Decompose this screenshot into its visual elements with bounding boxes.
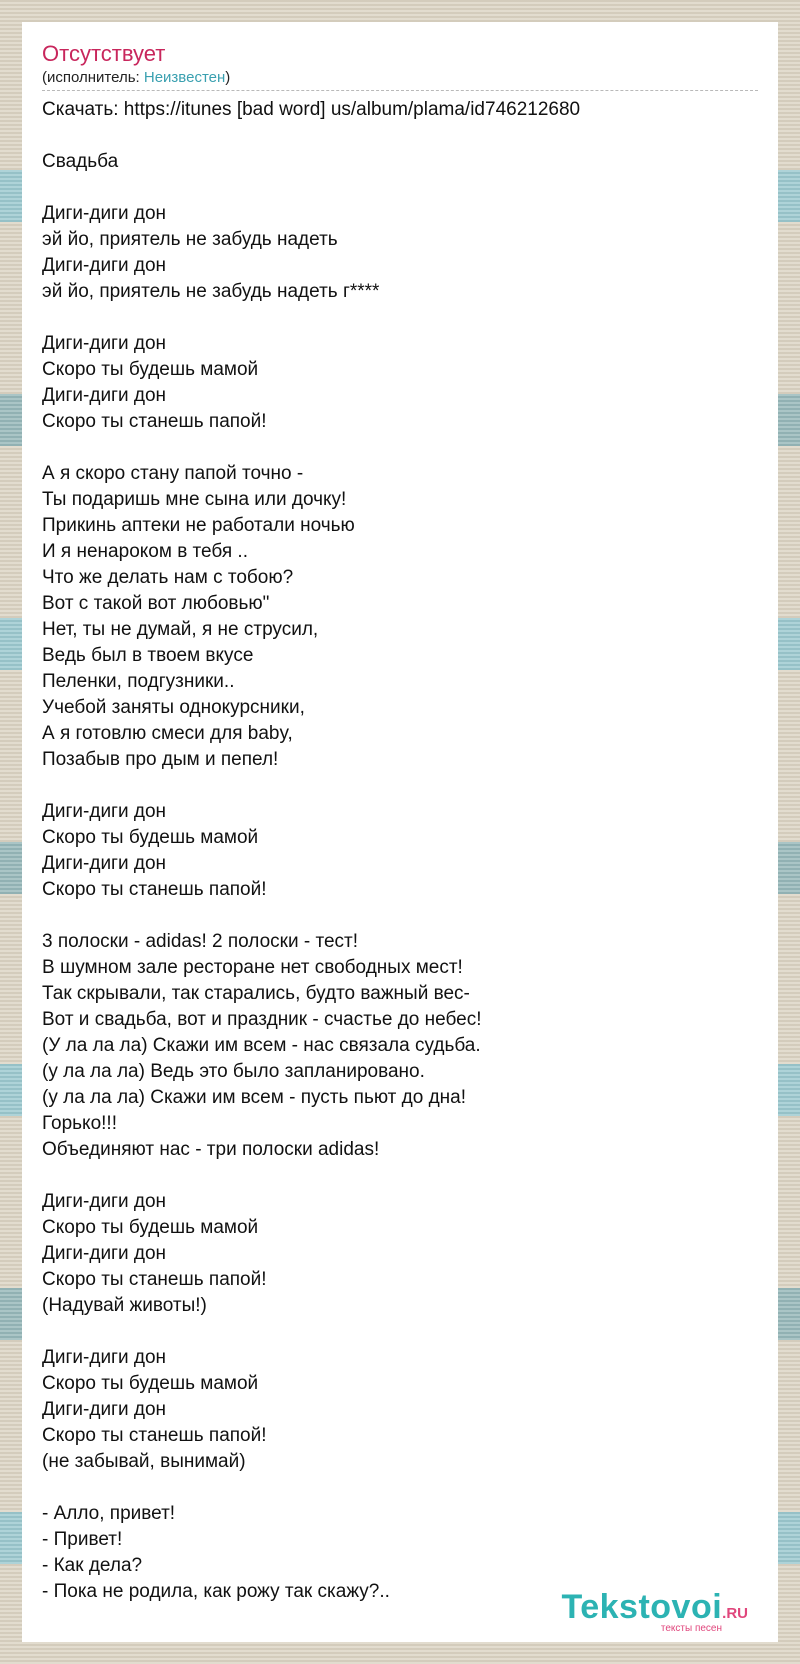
logo-main-text: Tekstovoi — [561, 1588, 723, 1626]
logo-wordmark — [561, 1590, 748, 1624]
artist-line — [42, 68, 758, 91]
site-logo[interactable] — [561, 1590, 748, 1634]
artist-link[interactable]: Неизвестен — [143, 69, 226, 86]
lyrics-text: Скачать: https://itunes [bad word] us/album/plama/id746212680 Свадьба Диги-диги дон эй йо, приятель не забудь надеть Диги-диги дон эй йо, приятель не забудь надеть г**** Диги-диги дон Скоро ты будешь мамой Диги-диги дон Скоро ты станешь папой! А я скоро стану папой точно - Ты подаришь мне сына или дочку! Прикинь аптеки не работали ночью И я ненароком в тебя .. Что же делать нам с тобою? Вот с такой вот любовью" Нет, ты не думай, я не струсил, Ведь был в твоем вкусе Пеленки, подгузники.. Учебой заняты однокурсники, А я готовлю смеси для baby, Позабыв про дым и пепел! Диги-диги дон Скоро ты будешь мамой Диги-диги дон Скоро ты станешь папой! 3 полоски - adidas! 2 полоски - тест! В шумном зале ресторане нет свободных мест! Так скрывали, так старались, будто важный вес- Вот и свадьба, вот и праздник - счастье до небес! (У ла ла ла) Скажи им всем - нас связала судьба. (у ла ла ла) Ведь это было запланировано. (у ла ла ла) Скажи им всем - пусть пьют до дна! Горько!!! Объединяют нас - три полоски adidas! Диги-диги дон Скоро ты будешь мамой Диги-диги дон Скоро ты станешь папой! (Надувай животы!) Диги-диги дон Скоро ты будешь мамой Диги-диги дон Скоро ты станешь папой! (не забывай, вынимай) - Алло, привет! - Привет! - Как дела? - Пока не родила, как рожу так скажу?.. — [42, 99, 581, 1602]
logo-tagline: тексты песен — [660, 1623, 722, 1634]
artist-prefix: (исполнитель: — [42, 69, 144, 86]
lyrics-card — [22, 22, 778, 1642]
song-title: Отсутствует — [42, 41, 166, 66]
artist-suffix: ) — [225, 69, 231, 86]
logo-tld: .RU — [722, 1605, 748, 1622]
